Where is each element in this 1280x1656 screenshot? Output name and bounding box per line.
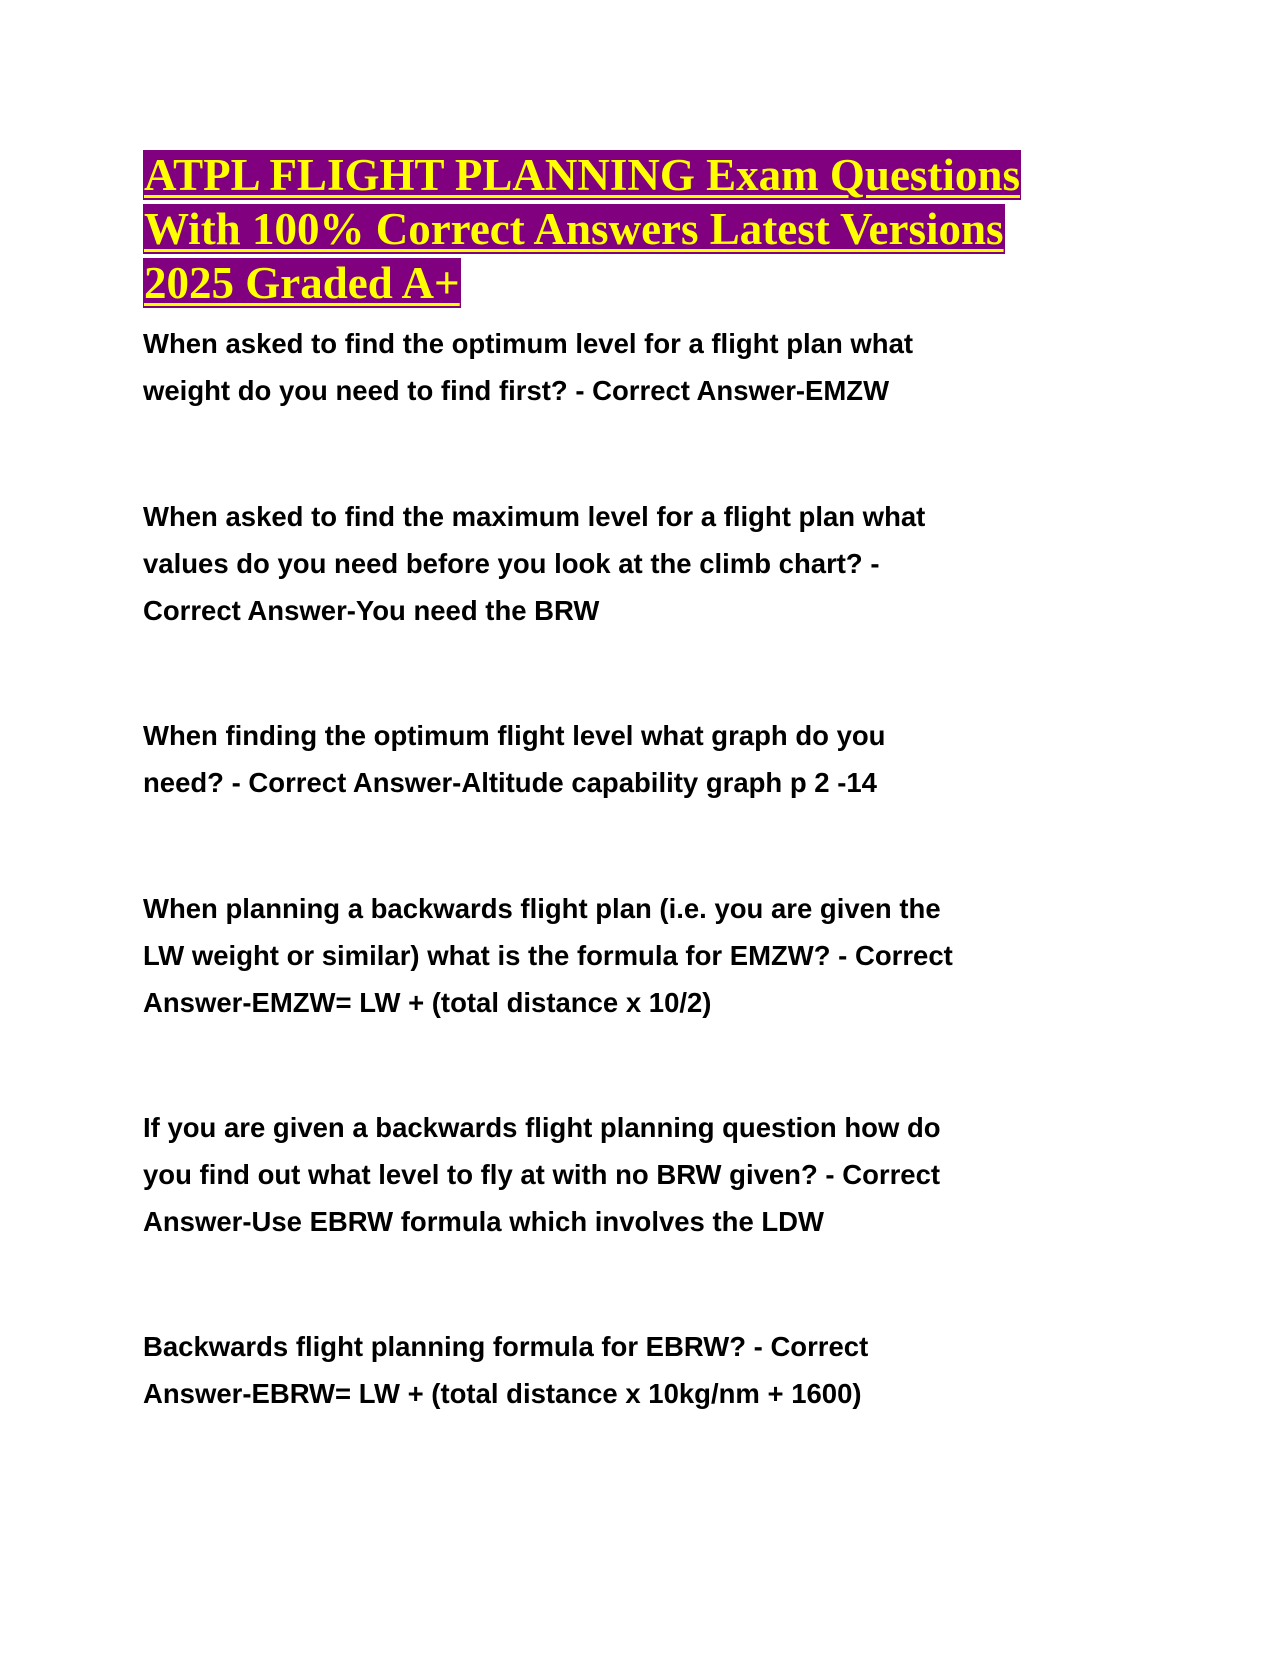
qa-item: [143, 1323, 868, 1417]
title-line: 2025 Graded A+: [144, 258, 460, 308]
document-title: [143, 148, 1021, 310]
qa-line: LW weight or similar) what is the formula for EMZW? - Correct: [143, 940, 953, 971]
title-line: ATPL FLIGHT PLANNING Exam Questions: [144, 150, 1020, 200]
qa-line: When asked to find the maximum level for a flight plan what: [143, 501, 926, 532]
qa-line: you find out what level to fly at with no BRW given? - Correct: [143, 1159, 941, 1190]
qa-line: weight do you need to find first? - Correct Answer-EMZW: [143, 375, 890, 406]
qa-item: [143, 712, 885, 806]
qa-line: Correct Answer-You need the BRW: [143, 595, 600, 626]
qa-line: If you are given a backwards flight planning question how do: [143, 1112, 941, 1143]
title-line: With 100% Correct Answers Latest Versions: [144, 204, 1004, 254]
qa-line: Backwards flight planning formula for EBRW? - Correct: [143, 1331, 869, 1362]
qa-item: [143, 493, 925, 634]
qa-line: values do you need before you look at the climb chart? -: [143, 548, 880, 579]
qa-line: Answer-EBRW= LW + (total distance x 10kg/nm + 1600): [143, 1378, 862, 1409]
qa-item: [143, 885, 953, 1026]
qa-line: When asked to find the optimum level for a flight plan what: [143, 328, 914, 359]
qa-item: [143, 1104, 941, 1245]
qa-item: [143, 320, 913, 414]
qa-line: Answer-Use EBRW formula which involves the LDW: [143, 1206, 824, 1237]
qa-line: When planning a backwards flight plan (i.e. you are given the: [143, 893, 941, 924]
qa-line: When finding the optimum flight level what graph do you: [143, 720, 886, 751]
qa-line: Answer-EMZW= LW + (total distance x 10/2): [143, 987, 712, 1018]
qa-line: need? - Correct Answer-Altitude capability graph p 2 -14: [143, 767, 877, 798]
